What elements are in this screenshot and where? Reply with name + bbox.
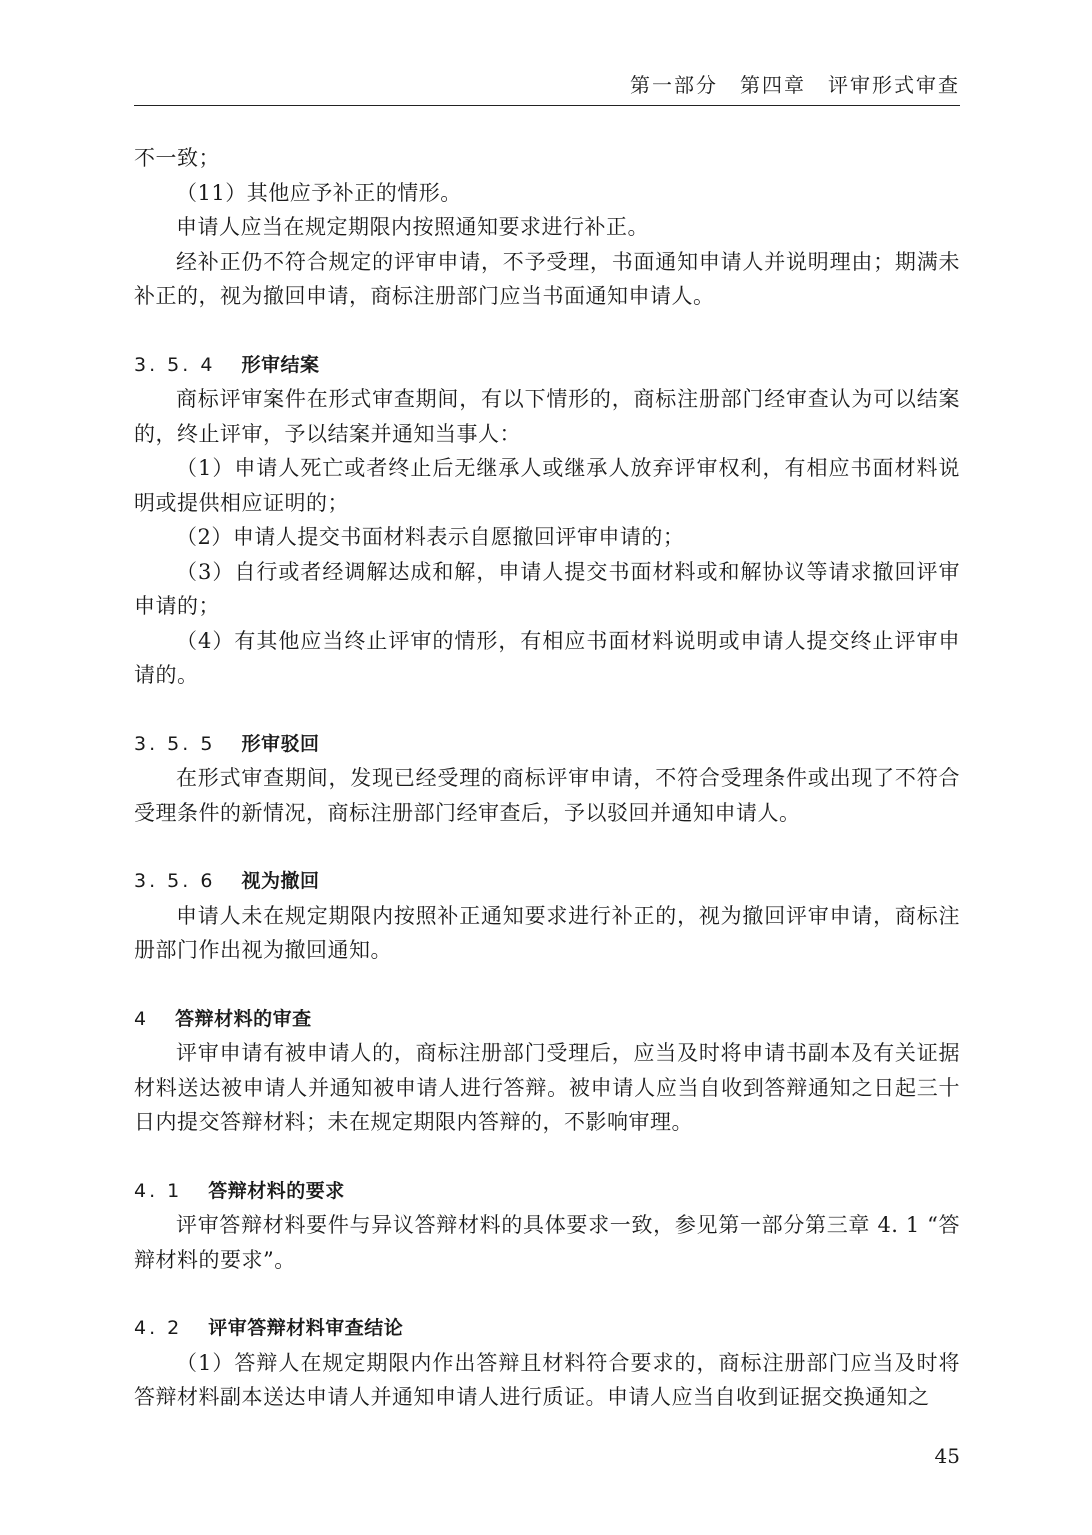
- section-title: 答辩材料的要求: [208, 1179, 345, 1202]
- section-heading: [134, 348, 960, 383]
- section-title: 评审答辩材料审查结论: [208, 1317, 404, 1339]
- section-number: 3. 5. 5: [134, 732, 216, 755]
- section-title: 形审驳回: [241, 732, 320, 755]
- body-paragraph: （3）自行或者经调解达成和解，申请人提交书面材料或和解协议等请求撤回评审申请的；: [134, 559, 960, 618]
- header-rule: [134, 105, 960, 106]
- section-number: 4: [134, 1007, 150, 1030]
- page-body: [134, 141, 960, 1415]
- body-paragraph: （11）其他应予补正的情形。: [176, 180, 462, 205]
- section-heading: [134, 864, 960, 899]
- body-paragraph: （1）答辩人在规定期限内作出答辩且材料符合要求的，商标注册部门应当及时将答辩材料副本送达申请人并通知申请人进行质证。申请人应当自收到证据交换通知之: [134, 1350, 960, 1409]
- section-heading: [134, 1311, 960, 1346]
- body-paragraph: 在形式审查期间，发现已经受理的商标评审申请，不符合受理条件或出现了不符合受理条件的新情况，商标注册部门经审查后，予以驳回并通知申请人。: [134, 766, 960, 825]
- section-number: 4. 1: [134, 1179, 183, 1202]
- section-title: 答辩材料的审查: [175, 1007, 312, 1030]
- body-paragraph: 申请人应当在规定期限内按照通知要求进行补正。: [176, 215, 649, 239]
- section-number: 3. 5. 4: [134, 353, 216, 376]
- body-paragraph: （1）申请人死亡或者终止后无继承人或继承人放弃评审权利，有相应书面材料说明或提供相应证明的；: [134, 456, 960, 515]
- section-number: 3. 5. 6: [134, 870, 216, 892]
- body-paragraph: 不一致；: [134, 146, 220, 170]
- running-header: 第一部分 第四章 评审形式审查: [630, 73, 960, 97]
- body-paragraph: 评审申请有被申请人的，商标注册部门受理后，应当及时将申请书副本及有关证据材料送达被申请人并通知被申请人进行答辩。被申请人应当自收到答辩通知之日起三十日内提交答辩材料；未在规定期限内答辩的，不影响审理。: [134, 1041, 960, 1134]
- section-title: 视为撤回: [241, 870, 320, 892]
- body-paragraph: 申请人未在规定期限内按照补正通知要求进行补正的，视为撤回评审申请，商标注册部门作出视为撤回通知。: [134, 903, 960, 962]
- body-paragraph: 评审答辩材料要件与异议答辩材料的具体要求一致，参见第一部分第三章 4. 1 “答辩材料的要求”。: [134, 1213, 960, 1272]
- section-heading: [134, 1002, 960, 1037]
- section-title: 形审结案: [241, 353, 320, 376]
- section-heading: [134, 727, 960, 762]
- page-number: 45: [934, 1444, 960, 1468]
- body-paragraph: （4）有其他应当终止评审的情形，有相应书面材料说明或申请人提交终止评审申请的。: [134, 628, 960, 687]
- body-paragraph: 经补正仍不符合规定的评审申请，不予受理，书面通知申请人并说明理由；期满未补正的，视为撤回申请，商标注册部门应当书面通知申请人。: [134, 249, 960, 308]
- section-heading: [134, 1174, 960, 1209]
- body-paragraph: 商标评审案件在形式审查期间，有以下情形的，商标注册部门经审查认为可以结案的，终止评审，予以结案并通知当事人：: [134, 387, 960, 446]
- body-paragraph: （2）申请人提交书面材料表示自愿撤回评审申请的；: [176, 525, 685, 549]
- section-number: 4. 2: [134, 1317, 183, 1339]
